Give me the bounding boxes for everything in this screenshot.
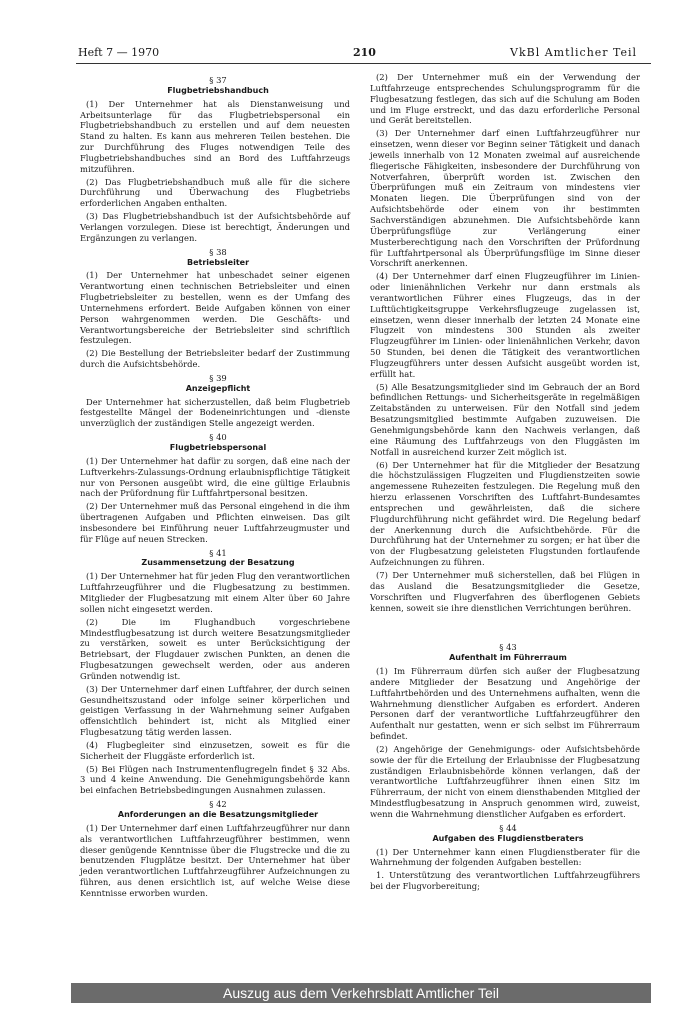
section-title: Flugbetriebshandbuch — [167, 85, 269, 95]
paragraph: (2) Die im Flughandbuch vorgeschriebene Mindestflugbesatzung ist durch weitere Besatzungsmitglieder zu verstärken, soweit es unter Berücksichtigung der Betriebsart, der Flugdauer zwischen Punkten, an denen die Flugbesatzungen gewechselt werden, oder aus anderen Gründen notwendig ist. — [80, 616, 350, 681]
page-header — [0, 46, 700, 62]
section-number: § 37 — [209, 75, 227, 85]
section-number: § 39 — [209, 372, 227, 383]
paragraph: (1) Der Unternehmer hat dafür zu sorgen, daß eine nach der Luftverkehrs-Zulassungs-Ordnung erlaubnispflichtige Tätigkeit nur von Personen ausgeübt wird, die eine gültige Erlaubnis nach der Prüfordnung für Luftfahrtpersonal besitzen. — [80, 455, 350, 499]
section-number: § 43 — [499, 642, 517, 653]
paragraph: Der Unternehmer hat sicherzustellen, daß beim Flugbetrieb festgestellte Mängel der Bodeneinrichtungen und -dienste unverzüglich der zuständigen Stelle angezeigt werden. — [80, 396, 350, 429]
section-title: Aufgaben des Flugdienstberaters — [432, 833, 584, 843]
paragraph: (3) Der Unternehmer darf einen Luftfahrer, der durch seinen Gesundheitszustand oder infolge seiner körperlichen und geistigen Verfassung in der Wahrnehmung seiner Aufgaben offensichtlich behindert ist, nicht als Mitglied einer Flugbesatzung tätig werden lassen. — [80, 683, 350, 738]
footer-banner: Auszug aus dem Verkehrsblatt Amtlicher Teil — [71, 983, 651, 1003]
paragraph: (1) Der Unternehmer kann einen Flugdienstberater für die Wahrnehmung der folgenden Aufgaben bestellen: — [370, 846, 640, 868]
paragraph: (1) Der Unternehmer hat für jeden Flug den verantwortlichen Luftfahrzeugführer und die Flugbesatzung zu bestimmen. Mitglieder der Flugbesatzung mit einem Alter über 60 Jahre sollen nicht eingesetzt werden. — [80, 571, 350, 614]
issue-label: Heft 7 — 1970 — [78, 46, 160, 59]
page-number: 210 — [353, 46, 376, 59]
section-title: Betriebsleiter — [186, 257, 250, 267]
section-title: Anzeigepflicht — [185, 383, 251, 393]
section-number: § 42 — [209, 799, 227, 810]
paragraph: (4) Flugbegleiter sind einzusetzen, soweit es für die Sicherheit der Fluggäste erforderlich ist. — [80, 739, 350, 761]
paragraph: 1. Unterstützung des verantwortlichen Luftfahrzeugführers bei der Flugvorbereitung; — [370, 870, 640, 892]
paragraph: (1) Im Führerraum dürfen sich außer der Flugbesatzung andere Mitglieder der Besatzung und Angehörige der Luftfahrtbehörden und des Unternehmens aufhalten, wenn die Wahrnehmung dienstlicher Aufgaben es erfordert. Anderen Personen darf der verantwortliche Luftfahrzeugführer den Aufenthalt nur gestatten, wenn er sich selbst im Führerraum befindet. — [370, 666, 640, 742]
section-title: Flugbetriebspersonal — [169, 443, 267, 452]
section-number: § 44 — [499, 822, 517, 833]
left-column — [80, 72, 350, 901]
section-title: Anforderungen an die Besatzungsmitglieder — [117, 810, 319, 819]
publication-title: VkBl Amtlicher Teil — [510, 46, 638, 59]
paragraph: (1) Der Unternehmer hat als Dienstanweisung und Arbeitsunterlage für das Flugbetriebspersonal ein Flugbetriebshandbuch zu erstellen und auf dem neuesten Stand zu halten. Es kann aus mehreren Teilen bestehen. Die zur Durchführung des Fluges notwendigen Teile des Flugbetriebshandbuches sind an Bord des Luftfahrzeugs mitzuführen. — [80, 98, 350, 174]
spacer — [370, 615, 640, 639]
paragraph: (4) Der Unternehmer darf einen Flugzeugführer im Linien- oder linienähnlichen Verkehr nur dann erstmals als verantwortlichen Führer eines Flugzeugs, das in der Lufttüchtigkeitsgruppe Verkehrsflugzeuge zugelassen ist, einsetzen, wenn dieser innerhalb der letzten 24 Monate eine Flugzeit von mindestens 300 Stunden als zweiter Flugzeugführer im Linien- oder linienähnlichen Verkehr, davon 50 Stunden, bei denen die Tätigkeit des verantwortlichen Flugzeugführers unter dessen Aufsicht ausgeübt worden ist, erfüllt hat. — [370, 271, 640, 379]
paragraph: (3) Der Unternehmer darf einen Luftfahrzeugführer nur einsetzen, wenn dieser vor Beginn seiner Tätigkeit und danach jeweils innerhalb von 12 Monaten zweimal auf ausreichende fliegerische Fähigkeiten, insbesondere der Durchführung von Notverfahren, überprüft worden ist. Zwischen den Überprüfungen muß ein Zeitraum von mindestens vier Monaten liegen. Die Überprüfungen sind von der Aufsichtsbehörde oder einem von ihr bestimmten Sachverständigen abzunehmen. Die Aufsichtsbehörde kann Überprüfungsflüge zur Verlängerung einer Musterberechtigung nach den Vorschriften der Prüfordnung für Luftfahrtpersonal als Überprüfungsflüge im Sinne dieser Vorschrift anerkennen. — [370, 128, 640, 269]
paragraph: (2) Der Unternehmer muß das Personal eingehend in die ihm übertragenen Aufgaben und Pflichten einweisen. Das gilt insbesondere bei Einführung neuer Luftfahrzeugmuster und für Flüge auf neuen Strecken. — [80, 501, 350, 544]
paragraph: (2) Der Unternehmer muß ein der Verwendung der Luftfahrzeuge entsprechendes Schulungsprogramm für die Flugbesatzung festlegen, das sich auf die Schulung am Boden und im Fluge erstreckt, und das dazu erforderliche Personal und Gerät bereitstellen. — [370, 72, 640, 126]
section-number: § 41 — [209, 547, 227, 558]
paragraph: (1) Der Unternehmer hat unbeschadet seiner eigenen Verantwortung einen technischen Betriebsleiter und einen Flugbetriebsleiter zu bestellen, wenn es der Umfang des Unternehmens erfordert. Beide Aufgaben können von einer Person wahrgenommen werden. Die Geschäfts- und Verantwortungsbereiche der Betriebsleiter sind schriftlich festzulegen. — [80, 270, 350, 346]
paragraph: (1) Der Unternehmer darf einen Luftfahrzeugführer nur dann als verantwortlichen Luftfahrzeugführer bestimmen, wenn dieser genügende Kenntnisse über die Flugstrecke und die zu benutzenden Flugplätze besitzt. Der Unternehmer hat über jeden verantwortlichen Luftfahrzeugführer Aufzeichnungen zu führen, aus denen ersichtlich ist, auf welche Weise diese Kenntnisse erworben wurden. — [80, 822, 350, 898]
paragraph: (2) Das Flugbetriebshandbuch muß alle für die sichere Durchführung und Überwachung des Flugbetriebs erforderlichen Angaben enthalten. — [80, 176, 350, 209]
paragraph: (2) Die Bestellung der Betriebsleiter bedarf der Zustimmung durch die Aufsichtsbehörde. — [80, 348, 350, 370]
paragraph: (5) Bei Flügen nach Instrumentenflugregeln findet § 32 Abs. 3 und 4 keine Anwendung. Die Genehmigungsbehörde kann bei einfachen Betriebsbedingungen Ausnahmen zulassen. — [80, 763, 350, 796]
section-number: § 40 — [209, 432, 227, 443]
paragraph: (6) Der Unternehmer hat für die Mitglieder der Besatzung die höchstzulässigen Flugzeiten und Flugdienstzeiten sowie angemessene Ruhezeiten festzulegen. Die Regelung muß den hierzu erlassenen Vorschriften des Luftfahrt-Bundesamtes entsprechen und gewährleisten, daß die sichere Flugdurchführung nicht gefährdet wird. Die Regelung bedarf der Anerkennung durch die Aufsichtbehörde. Für die Durchführung hat der Unternehmer zu sorgen; er hat über die von der Flugbesatzung geleisteten Flugstunden fortlaufende Aufzeichnungen zu führen. — [370, 459, 640, 568]
right-column — [370, 72, 640, 894]
section-title: Aufenthalt im Führerraum — [449, 653, 567, 663]
paragraph: (3) Das Flugbetriebshandbuch ist der Aufsichtsbehörde auf Verlangen vorzulegen. Diese ist berechtigt, Änderungen und Ergänzungen zu verlangen. — [80, 211, 350, 243]
paragraph: (5) Alle Besatzungsmitglieder sind im Gebrauch der an Bord befindlichen Rettungs- und Sicherheitsgeräte in regelmäßigen Zeitabständen zu unterweisen. Für den Notfall sind jedem Besatzungsmitglied bestimmte Aufgaben zuzuweisen. Die Genehmigungsbehörde kann den Nachweis verlangen, daß eine Räumung des Luftfahrzeugs von den Fluggästen im Notfall in ausreichend kurzer Zeit möglich ist. — [370, 381, 640, 457]
header-rule — [76, 63, 651, 64]
paragraph: (7) Der Unternehmer muß sicherstellen, daß bei Flügen in das Ausland die Besatzungsmitglieder die Gesetze, Vorschriften und Flugverfahren des überflogenen Gebiets kennen, soweit sie ihre dienstlichen Verrichtungen berühren. — [370, 569, 640, 613]
section-number: § 38 — [209, 246, 227, 257]
section-title: Zusammensetzung der Besatzung — [141, 558, 295, 568]
paragraph: (2) Angehörige der Genehmigungs- oder Aufsichtsbehörde sowie der für die Erteilung der Erlaubnisse der Flugbesatzung zuständigen Erlaubnisbehörde können verlangen, daß der verantwortliche Luftfahrzeugführer ihnen einen Sitz im Führerraum, der nicht von einem diensthabenden Mitglied der Mindestflugbesatzung in Anspruch genommen wird, zuweist, wenn die Wahrnehmung dienstlicher Aufgaben es erfordert. — [370, 743, 640, 819]
